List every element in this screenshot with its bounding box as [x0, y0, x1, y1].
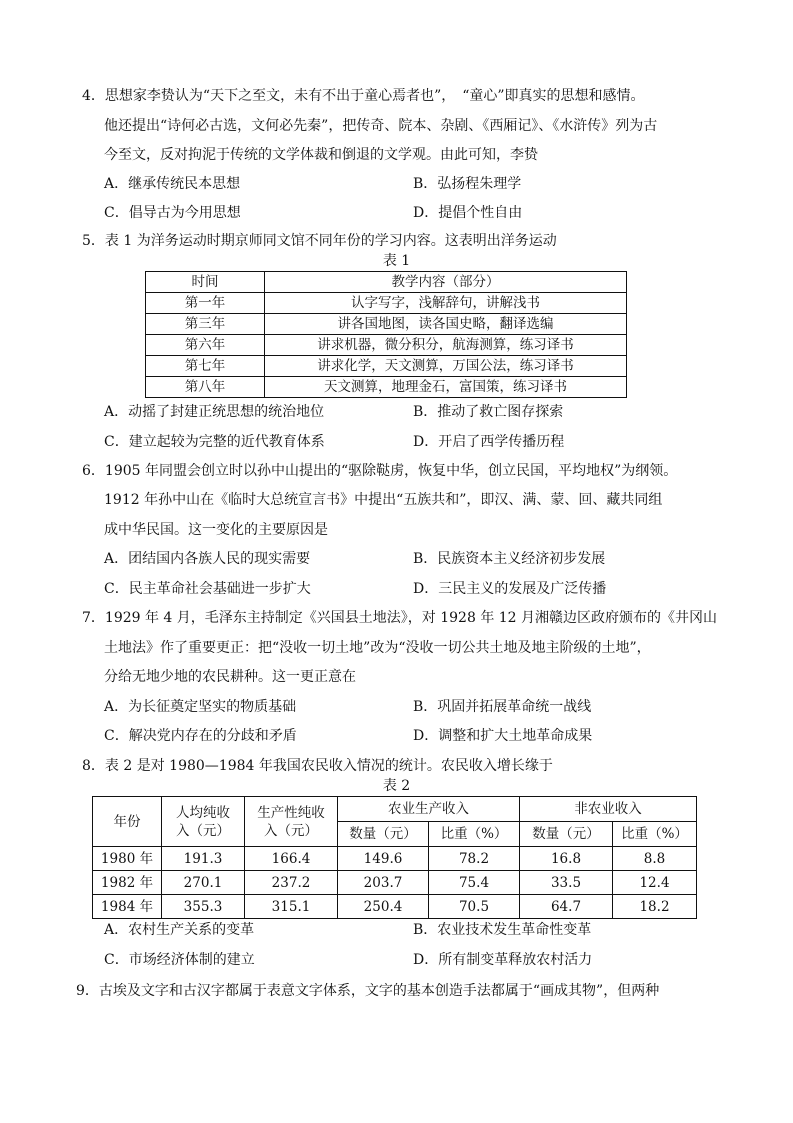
table-row — [146, 293, 627, 314]
table-row — [93, 797, 697, 822]
q7-option-a[interactable]: A．为长征奠定坚实的物质基础 — [104, 699, 297, 715]
table-row — [93, 871, 697, 895]
table-cell: 250.4 — [338, 895, 429, 919]
table-row — [146, 356, 627, 377]
table-cell: 16.8 — [520, 847, 613, 871]
table-cell: 237.2 — [245, 871, 338, 895]
table-1-caption: 表 1 — [382, 253, 411, 269]
table-row — [146, 314, 627, 335]
q6-option-b[interactable]: B．民族资本主义经济初步发展 — [413, 551, 606, 567]
q8-option-d[interactable]: D．所有制变革释放农村活力 — [413, 952, 593, 968]
q5-stem-line-1: 5．表 1 为洋务运动时期京师同文馆不同年份的学习内容。这表明出洋务运动 — [82, 233, 557, 249]
table-cell: 75.4 — [429, 871, 520, 895]
table-cell: 第六年 — [146, 335, 265, 356]
table-row — [146, 335, 627, 356]
table-cell: 315.1 — [245, 895, 338, 919]
table-cell: 70.5 — [429, 895, 520, 919]
q7-stem-line-1: 7．1929 年 4 月，毛泽东主持制定《兴国县土地法》，对 1928 年 12 月湘赣边区政府颁布的《井冈山 — [82, 610, 718, 626]
table-cell: 149.6 — [338, 847, 429, 871]
table-cell: 1984 年 — [93, 895, 162, 919]
q4-stem-line-1: 4．思想家李贽认为“天下之至文，未有不出于童心焉者也”， “童心”即真实的思想和感情。 — [82, 88, 645, 104]
q7-option-c[interactable]: C．解决党内存在的分歧和矛盾 — [104, 728, 297, 744]
q5-option-b[interactable]: B．推动了救亡图存探索 — [413, 404, 564, 420]
table-cell: 第八年 — [146, 377, 265, 398]
table-cell: 讲各国地图，读各国史略，翻译选编 — [265, 314, 627, 335]
table-1-header-time: 时间 — [146, 272, 265, 293]
table-cell: 18.2 — [613, 895, 697, 919]
q4-option-a[interactable]: A．继承传统民本思想 — [104, 176, 241, 192]
q5-option-c[interactable]: C．建立起较为完整的近代教育体系 — [104, 434, 325, 450]
q4-option-c[interactable]: C．倡导古为今用思想 — [104, 205, 241, 221]
table-2-header-per-capita — [162, 797, 245, 847]
header-text: 入（元） — [176, 822, 230, 839]
table-cell: 64.7 — [520, 895, 613, 919]
table-2 — [92, 796, 697, 919]
q6-stem-line-1: 6．1905 年同盟会创立时以孙中山提出的“驱除鞑虏，恢复中华，创立民国，平均地权”为纲领。 — [82, 463, 678, 479]
table-row — [146, 272, 627, 293]
q8-option-c[interactable]: C．市场经济体制的建立 — [104, 952, 255, 968]
q7-option-d[interactable]: D．调整和扩大土地革命成果 — [413, 728, 593, 744]
table-2-header-nonagri: 非农业收入 — [520, 797, 697, 822]
table-cell: 讲求化学，天文测算，万国公法，练习译书 — [265, 356, 627, 377]
header-text: 生产性纯收 — [257, 804, 325, 821]
q7-option-b[interactable]: B．巩固并拓展革命统一战线 — [413, 699, 592, 715]
table-2-header-nonagri-amount: 数量（元） — [520, 822, 613, 847]
q4-stem-line-2: 他还提出“诗何必古选，文何必先秦”，把传奇、院本、杂剧、《西厢记》、《水浒传》列为古 — [104, 118, 658, 134]
table-row — [93, 847, 697, 871]
table-cell: 第一年 — [146, 293, 265, 314]
q7-stem-line-2: 土地法》作了重要更正：把“没收一切土地”改为“没收一切公共土地及地主阶级的土地”， — [104, 640, 651, 656]
q8-stem-line-1: 8．表 2 是对 1980—1984 年我国农民收入情况的统计。农民收入增长缘于 — [82, 758, 553, 774]
q5-option-a[interactable]: A．动摇了封建正统思想的统治地位 — [104, 404, 325, 420]
q4-stem-line-3: 今至文，反对拘泥于传统的文学体裁和倒退的文学观。由此可知，李贽 — [104, 147, 538, 163]
q8-option-a[interactable]: A．农村生产关系的变革 — [104, 922, 255, 938]
table-1 — [145, 271, 627, 398]
q6-option-a[interactable]: A．团结国内各族人民的现实需要 — [104, 551, 311, 567]
table-2-header-nonagri-share: 比重（%） — [613, 822, 697, 847]
table-cell: 第七年 — [146, 356, 265, 377]
header-text: 入（元） — [264, 822, 318, 839]
table-2-header-agri-amount: 数量（元） — [338, 822, 429, 847]
table-cell: 天文测算，地理金石，富国策，练习译书 — [265, 377, 627, 398]
table-2-caption: 表 2 — [382, 778, 411, 794]
table-2-header-year: 年份 — [93, 797, 162, 847]
table-cell: 191.3 — [162, 847, 245, 871]
table-cell: 33.5 — [520, 871, 613, 895]
table-row — [93, 895, 697, 919]
q5-option-d[interactable]: D．开启了西学传播历程 — [413, 434, 565, 450]
q4-option-b[interactable]: B．弘扬程朱理学 — [413, 176, 522, 192]
table-cell: 1980 年 — [93, 847, 162, 871]
table-cell: 12.4 — [613, 871, 697, 895]
q9-stem-line-1: 9．古埃及文字和古汉字都属于表意文字体系，文字的基本创造手法都属于“画成其物”，但两种 — [76, 983, 660, 999]
table-cell: 讲求机器，微分积分，航海测算，练习译书 — [265, 335, 627, 356]
q7-stem-line-3: 分给无地少地的农民耕种。这一更正意在 — [104, 669, 356, 685]
q6-stem-line-3: 成中华民国。这一变化的主要原因是 — [104, 522, 328, 538]
q8-option-b[interactable]: B．农业技术发生革命性变革 — [413, 922, 592, 938]
q6-option-c[interactable]: C．民主革命社会基础进一步扩大 — [104, 581, 311, 597]
table-cell: 1982 年 — [93, 871, 162, 895]
table-cell: 认字写字，浅解辞句，讲解浅书 — [265, 293, 627, 314]
table-cell: 第三年 — [146, 314, 265, 335]
table-cell: 78.2 — [429, 847, 520, 871]
table-cell: 8.8 — [613, 847, 697, 871]
q6-stem-line-2: 1912 年孙中山在《临时大总统宣言书》中提出“五族共和”，即汉、满、蒙、回、藏共同组 — [104, 492, 663, 508]
table-2-header-agri-share: 比重（%） — [429, 822, 520, 847]
table-cell: 355.3 — [162, 895, 245, 919]
table-cell: 203.7 — [338, 871, 429, 895]
table-cell: 270.1 — [162, 871, 245, 895]
table-2-header-agri: 农业生产收入 — [338, 797, 520, 822]
table-row — [146, 377, 627, 398]
header-text: 人均纯收 — [176, 804, 230, 821]
table-2-header-productive — [245, 797, 338, 847]
q4-option-d[interactable]: D．提倡个性自由 — [413, 205, 523, 221]
q6-option-d[interactable]: D．三民主义的发展及广泛传播 — [413, 581, 607, 597]
table-1-header-content: 教学内容（部分） — [265, 272, 627, 293]
table-cell: 166.4 — [245, 847, 338, 871]
